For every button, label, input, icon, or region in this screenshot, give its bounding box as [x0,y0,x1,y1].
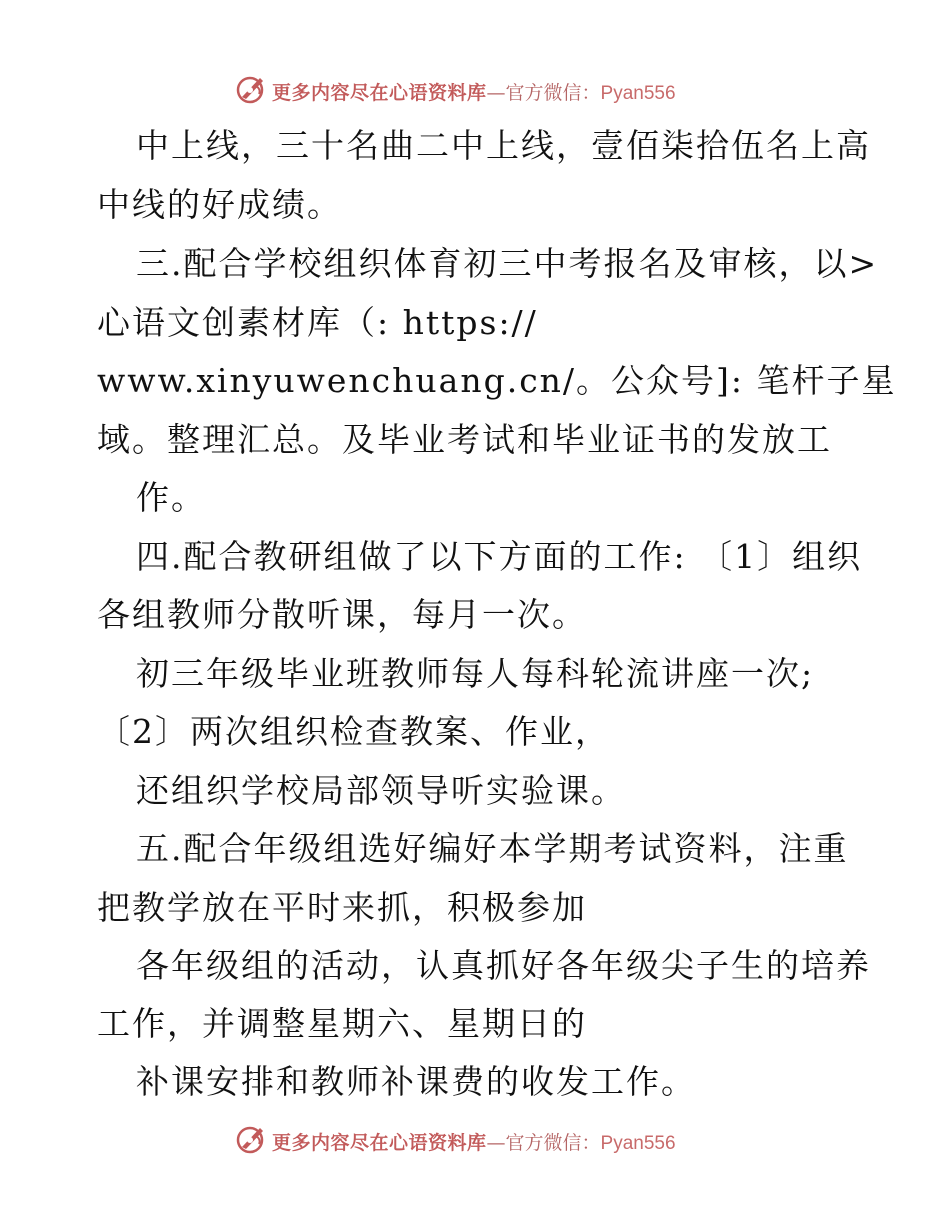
watermark-wechat-id: Pyan556 [600,1133,676,1154]
body-line: www.xinyuwenchuang.cn/。公众号]: 笔杆子星 [97,361,897,400]
watermark-dash: — [486,82,506,104]
quill-pen-logo-icon [233,1122,267,1156]
watermark-wechat-id: Pyan556 [600,83,676,104]
body-line: 心语文创素材库（: https:// [97,303,538,342]
body-line: 四.配合教研组做了以下方面的工作: 〔1〕组织 [136,537,863,576]
body-line: 把教学放在平时来抓，积极参加 [97,888,587,927]
watermark-main-text: 更多内容尽在心语资料库 [272,82,487,104]
watermark-main-text: 更多内容尽在心语资料库 [272,1132,487,1154]
watermark-text [272,1128,676,1155]
body-line: 三.配合学校组织体育初三中考报名及审核，以> [136,244,879,283]
watermark-banner-bottom [0,1120,950,1160]
body-line: 还组织学校局部领导听实验课。 [136,771,626,810]
body-line: 各组教师分散听课，每月一次。 [97,595,587,634]
body-line: 初三年级毕业班教师每人每科轮流讲座一次; [136,654,815,693]
body-line: 工作，并调整星期六、星期日的 [97,1004,587,1043]
body-line: 中线的好成绩。 [97,185,342,224]
body-line: 中上线，三十名曲二中上线，壹佰柒拾伍名上高 [136,126,871,165]
body-line: 域。整理汇总。及毕业考试和毕业证书的发放工 [97,420,832,459]
watermark-dash: — [486,1132,506,1154]
body-line: 补课安排和教师补课费的收发工作。 [136,1062,696,1101]
body-line: 〔2〕两次组织检查教案、作业， [97,712,610,751]
body-line: 作。 [136,478,206,517]
body-line: 五.配合年级组选好编好本学期考试资料，注重 [136,829,849,868]
watermark-sub-text: 官方微信： [505,82,601,104]
watermark-sub-text: 官方微信： [505,1132,601,1154]
body-line: 各年级组的活动，认真抓好各年级尖子生的培养 [136,946,871,985]
